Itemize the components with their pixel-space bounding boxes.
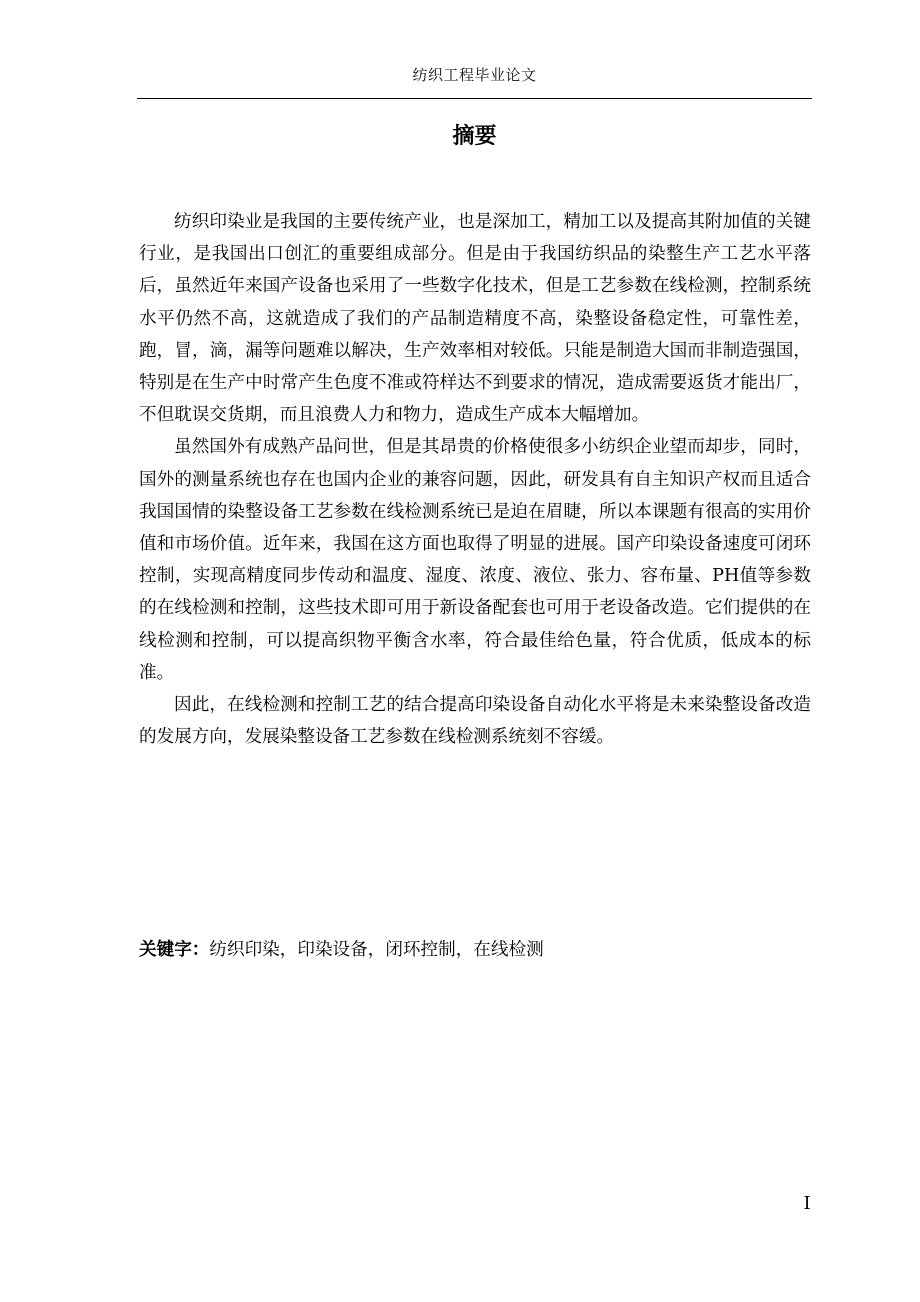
keywords-value: 纺织印染，印染设备，闭环控制，在线检测 xyxy=(209,940,544,960)
abstract-paragraph: 纺织印染业是我国的主要传统产业，也是深加工，精加工以及提高其附加值的关键行业，是我国出口创汇的重要组成部分。但是由于我国纺织品的染整生产工艺水平落后，虽然近年来国产设备也采用了一些数字化技术，但是工艺参数在线检测，控制系统水平仍然不高，这就造成了我们的产品制造精度不高，染整设备稳定性，可靠性差，跑，冒，滴，漏等问题难以解决，生产效率相对较低。只能是制造大国而非制造强国，特别是在生产中时常产生色度不准或符样达不到要求的情况，造成需要返货才能出厂，不但耽误交货期，而且浪费人力和物力，造成生产成本大幅增加。 xyxy=(139,212,811,426)
keywords-line xyxy=(139,934,811,966)
running-header: 纺织工程毕业论文 xyxy=(412,66,537,84)
abstract-paragraph: 虽然国外有成熟产品问世，但是其昂贵的价格使很多小纺织企业望而却步，同时，国外的测量系统也存在也国内企业的兼容问题，因此，研发具有自主知识产权而且适合我国国情的染整设备工艺参数在线检测系统已是迫在眉睫，所以本课题有很高的实用价值和市场价值。近年来，我国在这方面也取得了明显的进展。国产印染设备速度可闭环控制，实现高精度同步传动和温度、湿度、浓度、液位、张力、容布量、PH值等参数的在线检测和控制，这些技术即可用于新设备配套也可用于老设备改造。它们提供的在线检测和控制，可以提高织物平衡含水率，符合最佳给色量，符合优质，低成本的标准。 xyxy=(139,437,811,683)
page-number: I xyxy=(803,1193,811,1214)
abstract-body xyxy=(139,206,811,753)
header-rule xyxy=(137,98,812,99)
abstract-title: 摘要 xyxy=(452,124,497,149)
abstract-paragraph: 因此，在线检测和控制工艺的结合提高印染设备自动化水平将是未来染整设备改造的发展方向，发展染整设备工艺参数在线检测系统刻不容缓。 xyxy=(139,695,811,748)
keywords-label: 关键字： xyxy=(139,940,210,960)
